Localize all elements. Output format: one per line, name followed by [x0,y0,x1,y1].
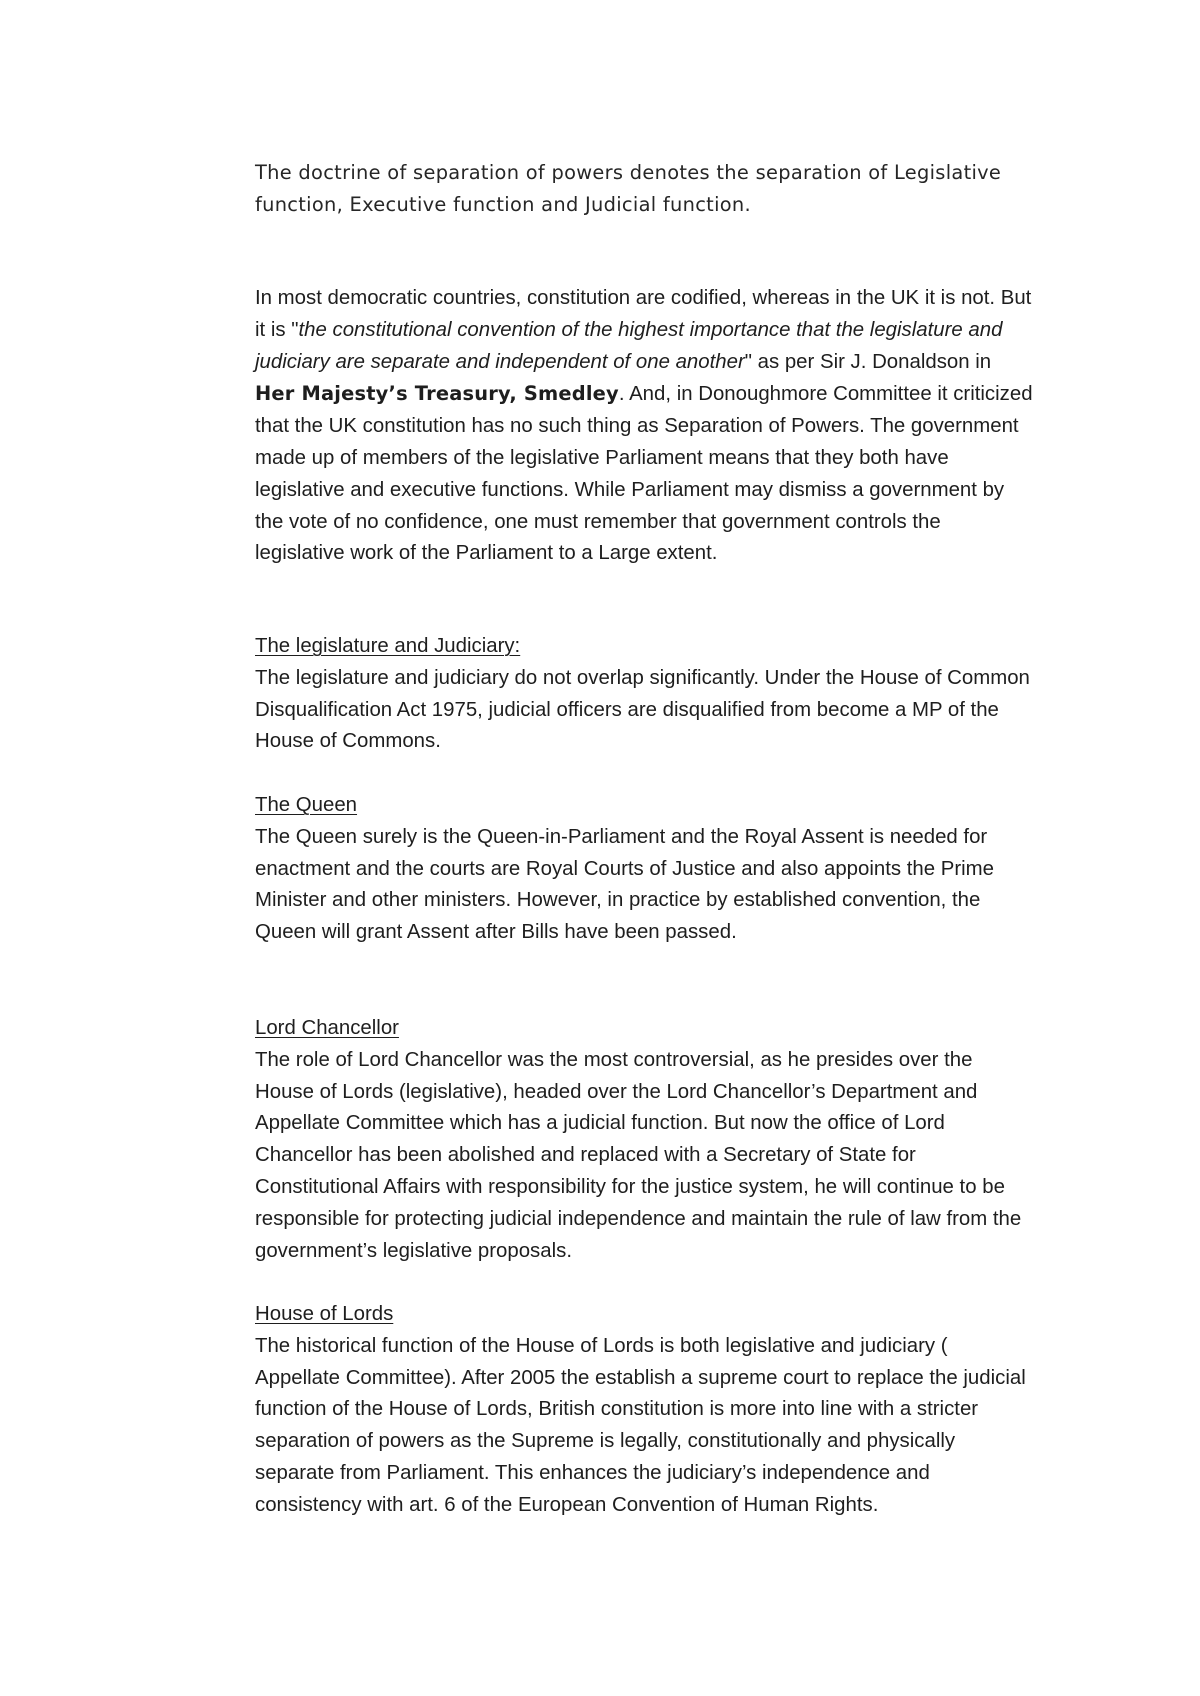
section-heading: Lord Chancellor [255,1017,399,1039]
section-lord-chancellor [255,1013,1035,1267]
section-the-queen [255,790,1035,949]
intro-text: The doctrine of separation of powers denotes the separation of Legislative function, Executive function and Judicial function. [255,161,1002,216]
section-legislature-judiciary [255,631,1035,758]
section-heading: The Queen [255,794,358,816]
section-body: The historical function of the House of Lords is both legislative and judiciary ( Appellate Committee). After 2005 the establish a supreme court to replace the judicial function of the House of Lords, British constitution is more into line with a stricter separation of powers as the Supreme is legally, constitutionally and physically separate from Parliament. This enhances the judiciary’s independence and consistency with art. 6 of the European Convention of Human Rights. [255,1334,1026,1516]
intro-paragraph [255,157,1035,220]
section-body: The Queen surely is the Queen-in-Parliament and the Royal Assent is needed for enactment and the courts are Royal Courts of Justice and also appoints the Prime Minister and other ministers. However, in practice by established convention, the Queen will grant Assent after Bills have been passed. [255,825,994,944]
main-paragraph-part1: In most democratic countries, constitution are codified, whereas in the UK it is not. But it is " [255,287,1032,341]
section-heading: House of Lords [255,1303,394,1325]
main-paragraph-part2: " as per Sir J. Donaldson in [744,350,992,373]
main-paragraph [255,283,1035,570]
case-name: Her Majesty’s Treasury, Smedley [255,382,619,406]
section-body: The role of Lord Chancellor was the most controversial, as he presides over the House of Lords (legislative), headed over the Lord Chancellor’s Department and Appellate Committee which has a judicial function. But now the office of Lord Chancellor has been abolished and replaced with a Secretary of State for Constitutional Affairs with responsibility for the justice system, he will continue to be responsible for protecting judicial independence and maintain the rule of law from the government’s legislative proposals. [255,1048,1022,1262]
section-heading: The legislature and Judiciary: [255,635,521,657]
donaldson-quote: the constitutional convention of the highest importance that the legislature and judiciary are separate and independent of one another [255,318,1003,373]
main-paragraph-part3: . And, in Donoughmore Committee it criticized that the UK constitution has no such thing as Separation of Powers. The government made up of members of the legislative Parliament means that they both have legislative and executive functions. While Parliament may dismiss a government by the vote of no confidence, one must remember that government controls the legislative work of the Parliament to a Large extent. [255,383,1033,565]
section-body: The legislature and judiciary do not overlap significantly. Under the House of Common Disqualification Act 1975, judicial officers are disqualified from become a MP of the House of Commons. [255,666,1030,753]
section-house-of-lords [255,1299,1035,1522]
